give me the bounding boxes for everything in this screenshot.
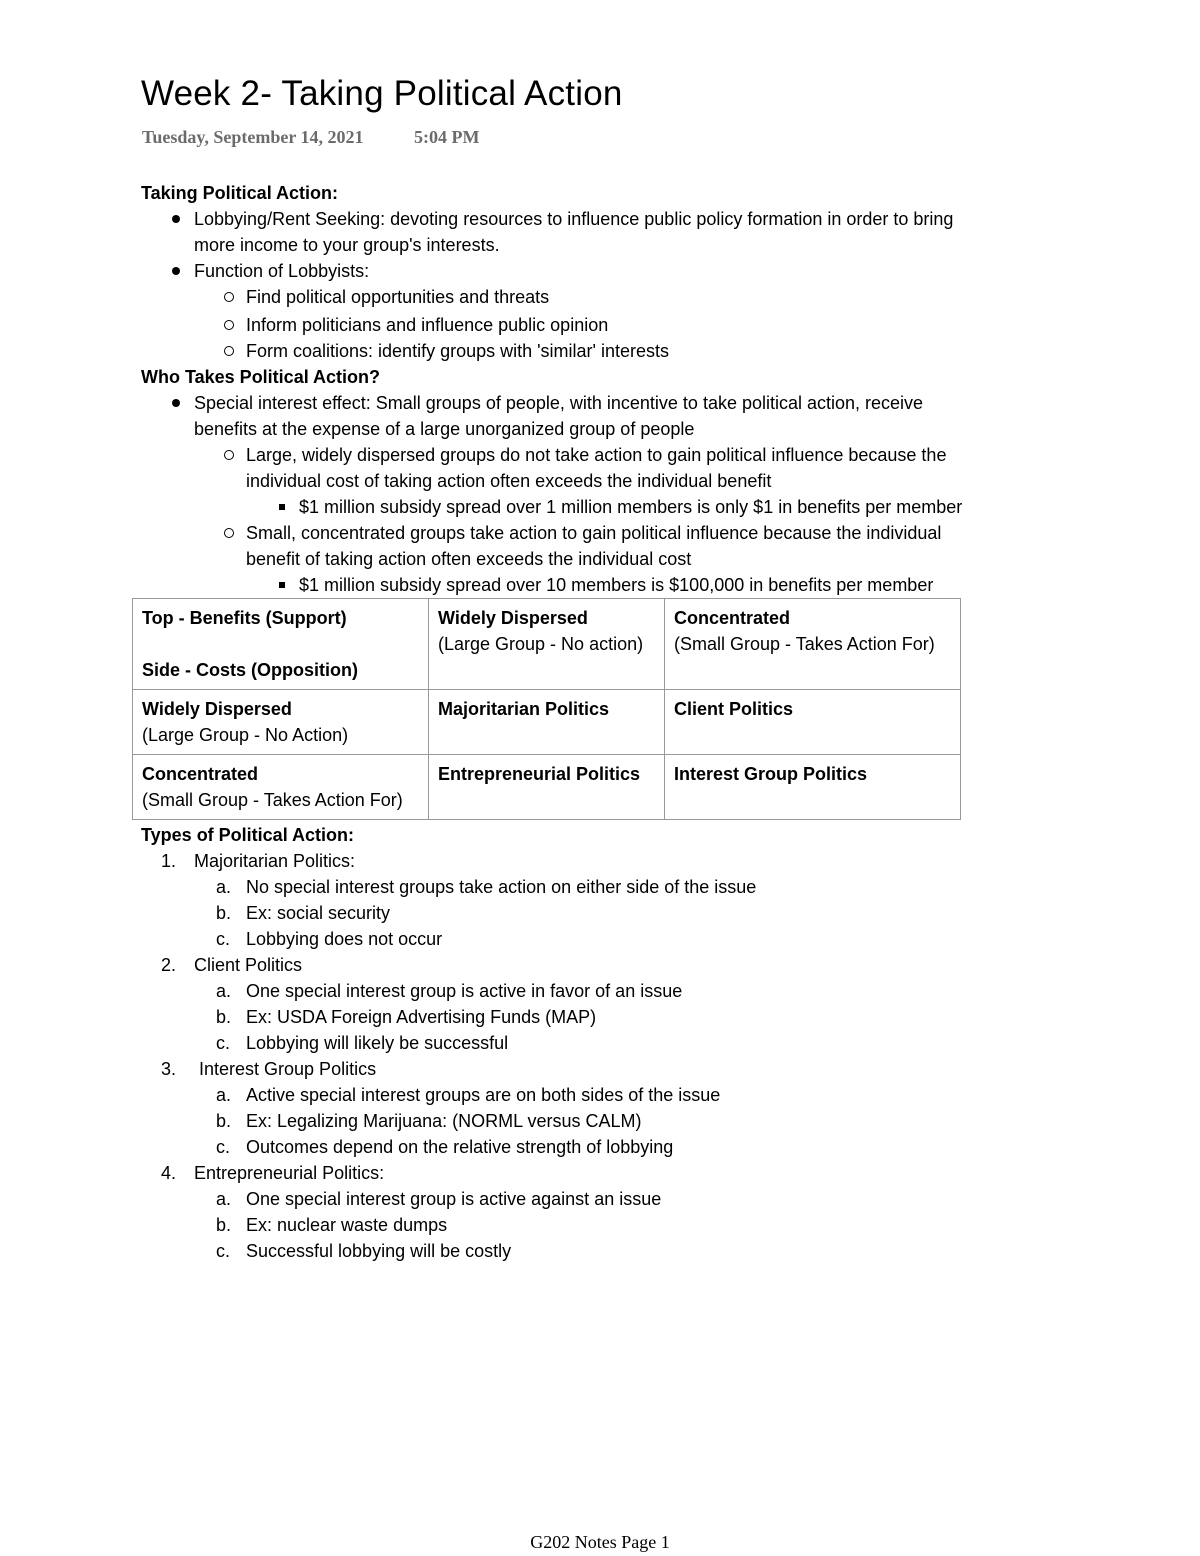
- list-item-text: One special interest group is active against an issue: [246, 1189, 662, 1209]
- column-header-title: Concentrated: [674, 608, 791, 628]
- list-item-text: Ex: Legalizing Marijuana: (NORML versus CALM): [246, 1111, 642, 1131]
- list-item: [141, 926, 1141, 952]
- list-item-continuation: benefits at the expense of a large unorganized group of people: [194, 419, 695, 439]
- list-letter: b.: [216, 1007, 232, 1027]
- list-item-text: Successful lobbying will be costly: [246, 1241, 512, 1261]
- section-heading: Who Takes Political Action?: [141, 367, 381, 387]
- list-item: [141, 284, 1141, 310]
- list-item-text: Ex: social security: [246, 903, 391, 923]
- note-time: 5:04 PM: [414, 127, 480, 147]
- bullet-dot-icon: [166, 390, 186, 416]
- list-item-continuation: benefit of taking action often exceeds the individual cost: [246, 549, 692, 569]
- table-row: [133, 690, 961, 755]
- list-item: [141, 1056, 1141, 1082]
- corner-top-label: Top - Benefits (Support): [142, 608, 347, 628]
- bullet-ring-icon: [219, 338, 239, 364]
- row-header-cell: [133, 755, 429, 820]
- list-item: [141, 1082, 1141, 1108]
- list-letter: b.: [216, 1111, 232, 1131]
- table-row: [133, 755, 961, 820]
- column-header-subtitle: (Large Group - No action): [438, 634, 644, 654]
- list-item: [141, 338, 1141, 364]
- list-item-text: Ex: USDA Foreign Advertising Funds (MAP): [246, 1007, 597, 1027]
- list-letter: a.: [216, 877, 232, 897]
- list-letter: a.: [216, 1189, 232, 1209]
- list-letter: b.: [216, 1215, 232, 1235]
- list-item: [141, 1212, 1141, 1238]
- column-header-title: Widely Dispersed: [438, 608, 588, 628]
- list-letter: c.: [216, 1137, 231, 1157]
- list-item-text: Entrepreneurial Politics:: [194, 1163, 385, 1183]
- list-item-text: No special interest groups take action on either side of the issue: [246, 877, 757, 897]
- table-row: [133, 599, 961, 690]
- list-item: [141, 1030, 1141, 1056]
- list-item: [141, 520, 1141, 546]
- list-item: [141, 978, 1141, 1004]
- list-item-text: Small, concentrated groups take action to gain political influence because the individual: [246, 523, 942, 543]
- column-header-cell: [429, 599, 665, 690]
- list-item: [141, 952, 1141, 978]
- list-item-text: Active special interest groups are on both sides of the issue: [246, 1085, 721, 1105]
- list-letter: c.: [216, 929, 231, 949]
- list-item-text: Interest Group Politics: [194, 1059, 377, 1079]
- list-item-text: Lobbying will likely be successful: [246, 1033, 509, 1053]
- list-item: [141, 1186, 1141, 1212]
- bullet-ring-icon: [219, 284, 239, 310]
- bullet-ring-icon: [219, 520, 239, 546]
- row-header-title: Widely Dispersed: [142, 699, 292, 719]
- list-item: [141, 258, 1141, 284]
- numbered-list: [141, 848, 1141, 1264]
- list-letter: b.: [216, 903, 232, 923]
- list-item: [141, 442, 1141, 468]
- list-item: [141, 874, 1141, 900]
- list-item-text: $1 million subsidy spread over 10 members is $100,000 in benefits per member: [299, 575, 934, 595]
- section-heading: Types of Political Action:: [141, 825, 355, 845]
- list-item-text: $1 million subsidy spread over 1 million members is only $1 in benefits per member: [299, 497, 963, 517]
- list-item-text: Function of Lobbyists:: [194, 261, 370, 281]
- politics-matrix-table: [132, 598, 961, 820]
- row-header-cell: [133, 690, 429, 755]
- list-item-text: Inform politicians and influence public opinion: [246, 315, 609, 335]
- list-item-text: Majoritarian Politics:: [194, 851, 356, 871]
- bullet-ring-icon: [219, 442, 239, 468]
- table-cell: Interest Group Politics: [665, 755, 961, 820]
- column-header-subtitle: (Small Group - Takes Action For): [674, 634, 935, 654]
- list-item-text: Outcomes depend on the relative strength of lobbying: [246, 1137, 674, 1157]
- list-item-text: Ex: nuclear waste dumps: [246, 1215, 448, 1235]
- list-letter: a.: [216, 981, 232, 1001]
- list-item-text: Lobbying/Rent Seeking: devoting resources to influence public policy formation in order to bring: [194, 209, 954, 229]
- list-item: [141, 1238, 1141, 1264]
- list-item: [141, 1004, 1141, 1030]
- list-item: [141, 390, 1141, 416]
- list-letter: c.: [216, 1241, 231, 1261]
- bullet-square-icon: [272, 572, 292, 598]
- list-letter: a.: [216, 1085, 232, 1105]
- list-item-continuation: individual cost of taking action often exceeds the individual benefit: [246, 471, 772, 491]
- list-item-text: Find political opportunities and threats: [246, 287, 550, 307]
- list-item-text: Form coalitions: identify groups with 'similar' interests: [246, 341, 670, 361]
- bullet-square-icon: [272, 494, 292, 520]
- list-item-text: Client Politics: [194, 955, 303, 975]
- list-item: [141, 572, 1141, 598]
- section-heading: Taking Political Action:: [141, 183, 339, 203]
- list-item-text: Lobbying does not occur: [246, 929, 443, 949]
- bullet-dot-icon: [166, 258, 186, 284]
- table-cell: Entrepreneurial Politics: [429, 755, 665, 820]
- list-item: [141, 1134, 1141, 1160]
- list-item: [141, 1108, 1141, 1134]
- bullet-ring-icon: [219, 312, 239, 338]
- list-number: 1.: [161, 851, 177, 871]
- note-body: [141, 180, 1141, 1264]
- list-item: [141, 494, 1141, 520]
- page-title: Week 2- Taking Political Action: [141, 74, 623, 113]
- list-number: 2.: [161, 955, 177, 975]
- list-item: [141, 900, 1141, 926]
- table-cell: Majoritarian Politics: [429, 690, 665, 755]
- corner-side-label: Side - Costs (Opposition): [142, 660, 358, 680]
- list-item-continuation: more income to your group's interests.: [194, 235, 500, 255]
- list-item-text: One special interest group is active in favor of an issue: [246, 981, 683, 1001]
- list-letter: c.: [216, 1033, 231, 1053]
- list-item: [141, 312, 1141, 338]
- list-number: 3.: [161, 1059, 177, 1079]
- bullet-dot-icon: [166, 206, 186, 232]
- page-footer: G202 Notes Page 1: [530, 1532, 670, 1552]
- list-item: [141, 206, 1141, 232]
- list-item-text: Large, widely dispersed groups do not take action to gain political influence because the: [246, 445, 947, 465]
- note-date: Tuesday, September 14, 2021: [142, 127, 364, 147]
- list-item: [141, 1160, 1141, 1186]
- table-corner-cell: [133, 599, 429, 690]
- list-item-text: Special interest effect: Small groups of people, with incentive to take political action, receive: [194, 393, 924, 413]
- table-cell: Client Politics: [665, 690, 961, 755]
- list-item: [141, 848, 1141, 874]
- row-header-subtitle: (Small Group - Takes Action For): [142, 790, 403, 810]
- list-number: 4.: [161, 1163, 177, 1183]
- row-header-subtitle: (Large Group - No Action): [142, 725, 349, 745]
- row-header-title: Concentrated: [142, 764, 259, 784]
- column-header-cell: [665, 599, 961, 690]
